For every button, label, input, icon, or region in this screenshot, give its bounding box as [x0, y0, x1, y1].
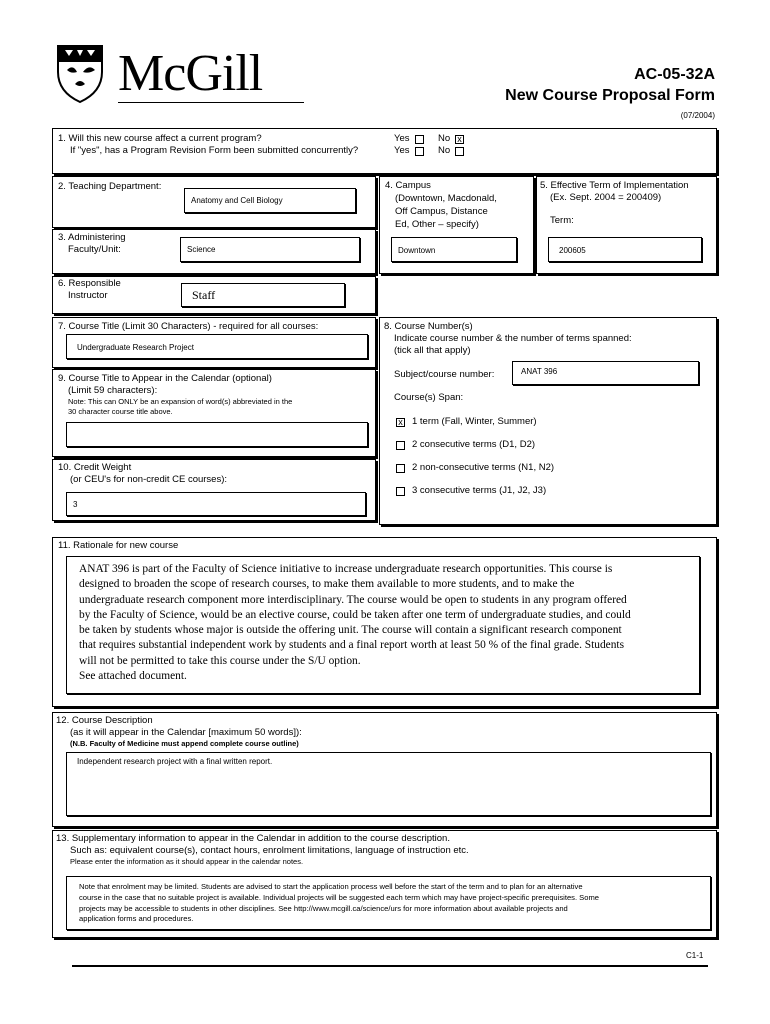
- span-3-consecutive-label: 3 consecutive terms (J1, J2, J3): [412, 485, 547, 496]
- campus-field[interactable]: Downtown: [391, 237, 517, 262]
- q1-yes-checkbox[interactable]: [415, 135, 424, 144]
- q1-no-label: No: [438, 133, 451, 144]
- rationale-line-2: designed to broaden the scope of research courses, to make them available to more students, and to make the: [79, 578, 575, 591]
- rationale-line-4: by the Faculty of Science, would be an elective course, could be taken after one term of undergraduate studies, and could: [79, 608, 631, 621]
- q1-subquestion: If "yes", has a Program Revision Form been submitted concurrently?: [70, 145, 359, 156]
- span-1-term-checkbox[interactable]: x: [396, 418, 405, 427]
- q7-label: 7. Course Title (Limit 30 Characters) - required for all courses:: [58, 321, 319, 332]
- q1-yes-label: Yes: [394, 133, 410, 144]
- course-description-field[interactable]: Independent research project with a final written report.: [66, 752, 711, 816]
- q5-label-1: 5. Effective Term of Implementation: [540, 180, 689, 191]
- span-1-term-label: 1 term (Fall, Winter, Summer): [412, 416, 537, 427]
- mcgill-wordmark: McGill: [118, 45, 263, 102]
- q13-label-1: 13. Supplementary information to appear in the Calendar in addition to the course description.: [56, 833, 450, 844]
- q1-no-checkbox[interactable]: x: [455, 135, 464, 144]
- supplementary-line-3: projects may be accessible to students in other disciplines. See http://www.mcgill.ca/science/urs for more information about available projects and: [79, 903, 568, 913]
- subject-course-label: Subject/course number:: [394, 369, 495, 380]
- course-title-field[interactable]: Undergraduate Research Project: [66, 334, 368, 359]
- q4-label-2: (Downtown, Macdonald,: [395, 193, 497, 204]
- q3-label-1: 3. Administering: [58, 232, 126, 243]
- supplementary-line-2: course in the case that no suitable project is available. Individual projects will be suggested each term which may have project-specific prerequisites. Some: [79, 892, 600, 902]
- q1-yes-checkbox-2[interactable]: [415, 147, 424, 156]
- course-span-label: Course(s) Span:: [394, 392, 464, 403]
- q12-label-3: (N.B. Faculty of Medicine must append complete course outline): [70, 739, 299, 748]
- span-2-consecutive-checkbox[interactable]: [396, 441, 405, 450]
- q9-note-2: 30 character course title above.: [68, 407, 173, 416]
- responsible-instructor-field[interactable]: Staff: [181, 283, 345, 307]
- q13-label-2: Such as: equivalent course(s), contact hours, enrolment limitations, language of instruction etc.: [70, 845, 469, 856]
- q6-label-1: 6. Responsible: [58, 278, 121, 289]
- span-2-non-consecutive-checkbox[interactable]: [396, 464, 405, 473]
- q9-label-1: 9. Course Title to Appear in the Calendar (optional): [58, 373, 272, 384]
- q3-label-2: Faculty/Unit:: [68, 244, 121, 255]
- effective-term-field[interactable]: 200605: [548, 237, 702, 262]
- q10-label-2: (or CEU's for non-credit CE courses):: [70, 474, 228, 485]
- page-number: C1-1: [686, 951, 704, 960]
- q5-label-2: (Ex. Sept. 2004 = 200409): [550, 192, 662, 203]
- span-2-consecutive-label: 2 consecutive terms (D1, D2): [412, 439, 536, 450]
- q6-label-2: Instructor: [68, 290, 108, 301]
- q1-no-label-2: No: [438, 145, 451, 156]
- q8-label-2: Indicate course number & the number of terms spanned:: [394, 333, 632, 344]
- supplementary-info-field[interactable]: [66, 876, 711, 930]
- q2-label: 2. Teaching Department:: [58, 181, 162, 192]
- q1-no-checkbox-2[interactable]: [455, 147, 464, 156]
- calendar-title-field[interactable]: [66, 422, 368, 447]
- q4-label-4: Ed, Other – specify): [395, 219, 479, 230]
- q1-yes-label-2: Yes: [394, 145, 410, 156]
- rationale-line-1: ANAT 396 is part of the Faculty of Science initiative to increase undergraduate research opportunities. This course is: [79, 563, 613, 575]
- administering-faculty-field[interactable]: Science: [180, 237, 360, 262]
- span-2-non-consecutive-label: 2 non-consecutive terms (N1, N2): [412, 462, 555, 473]
- supplementary-line-1: Note that enrolment may be limited. Students are advised to start the application process well before the start of the term and to plan for an alternative: [79, 882, 583, 891]
- q12-label-2: (as it will appear in the Calendar [maximum 50 words]):: [70, 727, 302, 738]
- form-title: New Course Proposal Form: [505, 87, 715, 104]
- q13-label-3: Please enter the information as it should appear in the calendar notes.: [70, 857, 304, 866]
- span-3-consecutive-checkbox[interactable]: [396, 487, 405, 496]
- rationale-line-3: undergraduate research component more interdisciplinary. The course would be open to students in any program offered: [79, 593, 627, 606]
- rationale-field[interactable]: [66, 556, 700, 694]
- q12-label-1: 12. Course Description: [56, 715, 153, 726]
- q9-note-1: Note: This can ONLY be an expansion of word(s) abbreviated in the: [68, 397, 293, 406]
- rationale-line-8: See attached document.: [79, 670, 187, 683]
- teaching-department-field[interactable]: Anatomy and Cell Biology: [184, 188, 356, 213]
- footer-rule: [72, 965, 708, 967]
- form-code: AC-05-32A: [634, 66, 715, 83]
- rationale-line-5: be taken by students whose major is outside the offering unit. The course will contain a significant research component: [79, 624, 622, 637]
- rationale-line-7: will not be permitted to take this course under the S/U option.: [79, 654, 361, 667]
- q4-label-1: 4. Campus: [385, 180, 431, 191]
- q8-label-3: (tick all that apply): [394, 345, 471, 356]
- form-date: (07/2004): [680, 111, 715, 120]
- q8-label-1: 8. Course Number(s): [384, 321, 473, 332]
- q9-label-2: (Limit 59 characters):: [68, 385, 158, 396]
- supplementary-line-4: application forms and procedures.: [79, 914, 194, 924]
- mcgill-crest: [55, 42, 105, 104]
- q1-question: 1. Will this new course affect a current program?: [58, 133, 262, 144]
- q4-label-3: Off Campus, Distance: [395, 206, 488, 217]
- credit-weight-field[interactable]: 3: [66, 492, 366, 516]
- wordmark-rule: [118, 102, 304, 103]
- q10-label-1: 10. Credit Weight: [58, 462, 132, 473]
- q11-label: 11. Rationale for new course: [58, 540, 179, 551]
- subject-course-field[interactable]: ANAT 396: [512, 361, 699, 385]
- rationale-line-6: that requires substantial independent work by students and a final report worth at least 50 % of the final grade. Students: [79, 639, 625, 652]
- q5-term-label: Term:: [550, 215, 574, 226]
